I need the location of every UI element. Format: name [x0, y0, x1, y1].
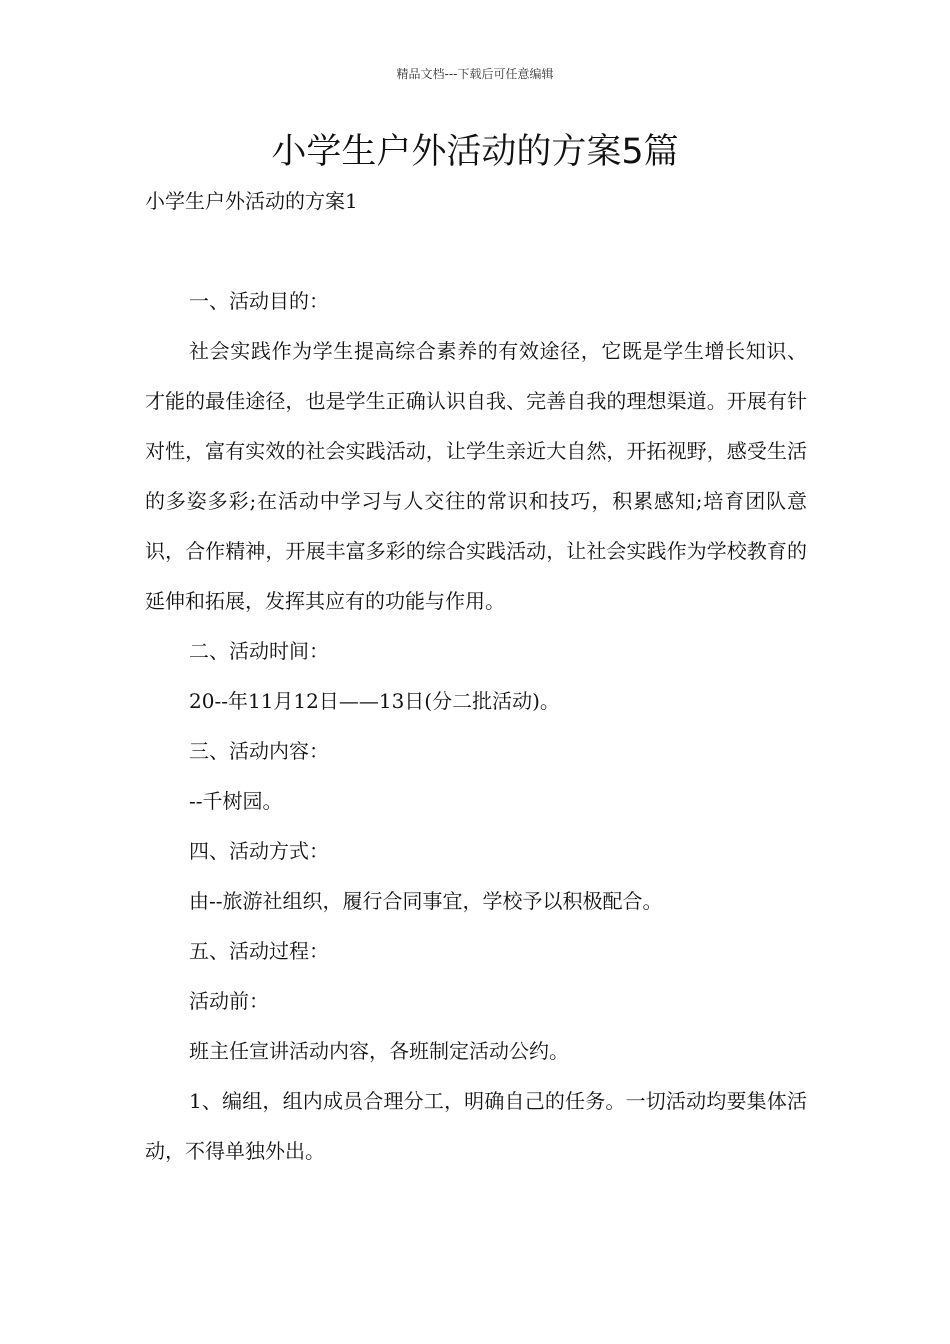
header-note: 精品文档---下载后可任意编辑 — [396, 67, 554, 81]
paragraph-before-activity: 活动前： — [189, 989, 269, 1013]
paragraph-time: 20--年11月12日——13日(分二批活动)。 — [189, 689, 560, 713]
paragraph-content: --千树园。 — [189, 789, 283, 813]
paragraph-grouping: 1、编组，组内成员合理分工，明确自己的任务。一切活动均要集体活动，不得单独外出。 — [145, 1089, 807, 1163]
paragraph-briefing: 班主任宣讲活动内容，各班制定活动公约。 — [189, 1039, 569, 1063]
section-heading-time: 二、活动时间： — [189, 639, 329, 663]
document-title: 小学生户外活动的方案5篇 — [271, 132, 679, 172]
section-heading-process: 五、活动过程： — [189, 939, 329, 963]
section-heading-method: 四、活动方式： — [189, 839, 329, 863]
paragraph-method: 由--旅游社组织，履行合同事宜，学校予以积极配合。 — [189, 889, 663, 913]
section-heading-purpose: 一、活动目的： — [189, 289, 329, 313]
section-heading-content: 三、活动内容： — [189, 739, 329, 763]
paragraph-purpose: 社会实践作为学生提高综合素养的有效途径，它既是学生增长知识、才能的最佳途径，也是学生正确认识自我、完善自我的理想渠道。开展有针对性，富有实效的社会实践活动，让学生亲近大自然，开拓视野，感受生活的多姿多彩;在活动中学习与人交往的常识和技巧，积累感知;培育团队意识，合作精神，开展丰富多彩的综合实践活动，让社会实践作为学校教育的延伸和拓展，发挥其应有的功能与作用。 — [145, 339, 807, 613]
document-subtitle: 小学生户外活动的方案1 — [145, 189, 358, 213]
document-body — [145, 276, 807, 1176]
